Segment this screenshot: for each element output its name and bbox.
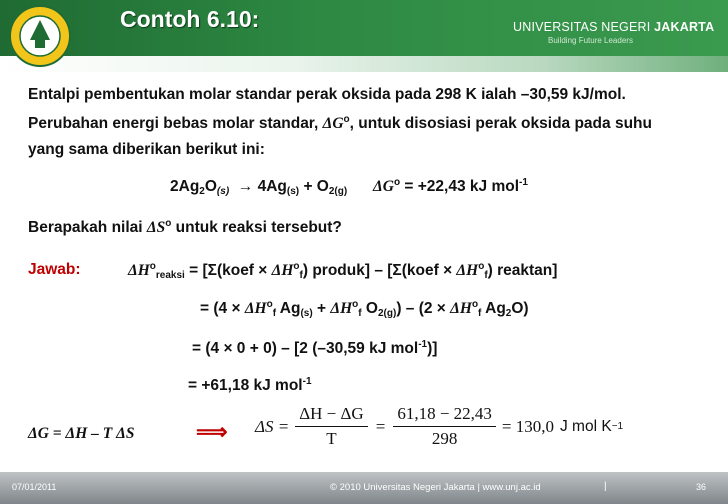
gibbs-formula: ΔG = ΔH – T ΔS [28,425,135,442]
header-stripe [0,56,728,72]
page-number: 36 [696,482,707,492]
answer-equation-1: $\Delta H^o_{reaksi}$ = [Σ(koef × $\Delta H^o_f$) produk] – [Σ(koef × $\Delta H^o_f$) reaktan] [128,261,558,281]
footer-date: 07/01/2011 [12,482,57,492]
reaction-equation: $2Ag_2O_{(s)} \to 4Ag_{(s)} + O_{2(g)}$ $\Delta G^o = +22,43$ kJ mol$^{-1}$ [170,177,528,197]
answer-equation-3: = (4 × 0 + 0) – [2 (–30,59 kJ mol$^{-1}$)] [192,339,438,357]
question-line: Berapakah nilai $\Delta S^o$ untuk reaksi tersebut? [28,218,342,236]
footer-bar [0,472,728,504]
implies-arrow: ⟹ [196,419,228,444]
problem-line-3: yang sama diberikan berikut ini: [28,141,265,158]
university-logo [8,4,72,68]
answer-equation-4: = +61,18 kJ mol$^{-1}$ [188,376,312,394]
entropy-calculation: ΔS = $\frac{\Delta H - \Delta G}{T}$ = $\frac{61,18 - 22,43}{298}$ = 130,0 J mol K −1 [255,404,624,448]
university-name: UNIVERSITAS NEGERI JAKARTA [513,20,715,34]
footer-copyright: © 2010 Universitas Negeri Jakarta | www.unj.ac.id [330,482,541,493]
answer-equation-2: = ($4 \times \Delta H^o_f$ $Ag_{(s)} + \Delta H^o_f$ $O_{2(g)}) - (2 \times \Delta H^o_f$ $Ag_2O$) [200,299,529,319]
answer-label: Jawab: [28,261,81,278]
problem-line-1: Entalpi pembentukan molar standar perak oksida pada 298 K ialah –30,59 kJ/mol. [28,86,626,103]
footer-separator: | [604,481,607,492]
slide-title: Contoh 6.10: [120,6,260,32]
university-tagline: Building Future Leaders [548,36,633,45]
problem-line-2: Perubahan energi bebas molar standar, $\Delta G^o$, untuk disosiasi perak oksida pada suhu [28,114,652,132]
